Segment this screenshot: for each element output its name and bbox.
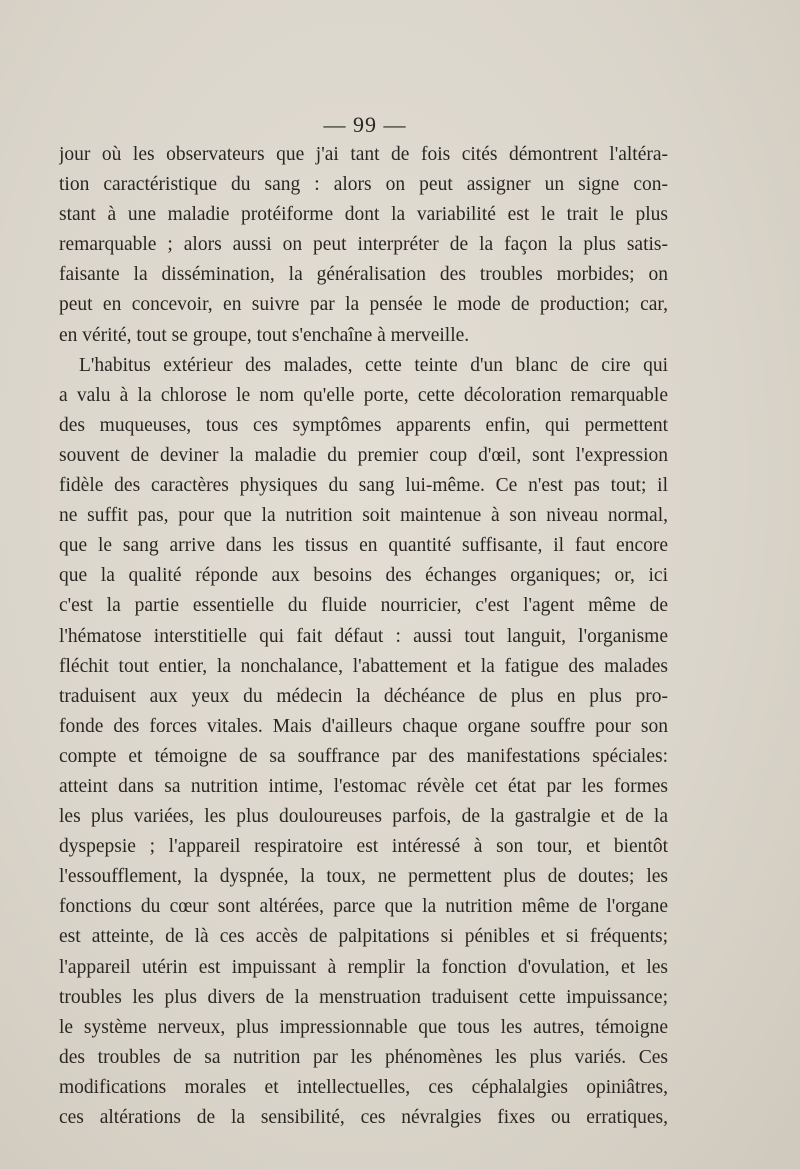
text-line: modifications morales et intellectuelles, ces céphalalgies opiniâtres, (59, 1076, 668, 1098)
text-line: dyspepsie ; l'appareil respiratoire est intéressé à son tour, et bientôt (59, 836, 668, 858)
text-line: ces altérations de la sensibilité, ces névralgies fixes ou erratiques, (59, 1107, 668, 1128)
text-line: fléchit tout entier, la nonchalance, l'abattement et la fatigue des malades (59, 655, 668, 677)
text-line: tion caractéristique du sang : alors on peut assigner un signe con- (59, 174, 668, 196)
text-line: compte et témoigne de sa souffrance par des manifestations spéciales: (59, 745, 668, 767)
text-line: l'essoufflement, la dyspnée, la toux, ne permettent plus de doutes; les (59, 866, 668, 888)
text-line: troubles les plus divers de la menstruation traduisent cette impuissance; (59, 986, 668, 1008)
text-line: l'hématose interstitielle qui fait défaut : aussi tout languit, l'organisme (59, 625, 668, 647)
text-line: ne suffit pas, pour que la nutrition soit maintenue à son niveau normal, (59, 505, 668, 527)
body-text (59, 140, 668, 1133)
text-line: fonde des forces vitales. Mais d'ailleurs chaque organe souffre pour son (59, 715, 668, 737)
page-number: — 99 — (323, 112, 407, 137)
text-line: atteint dans sa nutrition intime, l'estomac révèle cet état par les formes (59, 775, 668, 797)
text-line: faisante la dissémination, la généralisation des troubles morbides; on (59, 264, 668, 286)
text-line: les plus variées, les plus douloureuses parfois, de la gastralgie et de la (59, 806, 668, 828)
text-line: a valu à la chlorose le nom qu'elle porte, cette décoloration remarquable (59, 384, 668, 406)
text-line: fonctions du cœur sont altérées, parce que la nutrition même de l'organe (59, 896, 668, 918)
text-line: l'appareil utérin est impuissant à remplir la fonction d'ovulation, et les (59, 956, 668, 978)
text-line: jour où les observateurs que j'ai tant de fois cités démontrent l'altéra- (59, 144, 668, 165)
text-line: traduisent aux yeux du médecin la déchéance de plus en plus pro- (59, 685, 668, 707)
text-line: est atteinte, de là ces accès de palpitations si pénibles et si fréquents; (59, 926, 668, 948)
text-line: des muqueuses, tous ces symptômes apparents enfin, qui permettent (59, 414, 668, 436)
text-line: des troubles de sa nutrition par les phénomènes les plus variés. Ces (59, 1046, 668, 1068)
text-line: le système nerveux, plus impressionnable que tous les autres, témoigne (59, 1016, 668, 1038)
text-line: souvent de deviner la maladie du premier coup d'œil, sont l'expression (59, 444, 668, 466)
text-line: que le sang arrive dans les tissus en quantité suffisante, il faut encore (59, 535, 668, 557)
text-line: c'est la partie essentielle du fluide nourricier, c'est l'agent même de (59, 595, 668, 617)
text-line: en vérité, tout se groupe, tout s'enchaîne à merveille. (59, 324, 470, 346)
text-line: peut en concevoir, en suivre par la pensée le mode de production; car, (59, 294, 668, 316)
text-line: que la qualité réponde aux besoins des échanges organiques; or, ici (59, 565, 668, 587)
text-line: remarquable ; alors aussi on peut interpréter de la façon la plus satis- (59, 234, 668, 256)
text-line: fidèle des caractères physiques du sang lui-même. Ce n'est pas tout; il (59, 475, 668, 497)
text-line: L'habitus extérieur des malades, cette teinte d'un blanc de cire qui (79, 354, 668, 376)
text-line: stant à une maladie protéiforme dont la variabilité est le trait le plus (59, 204, 668, 226)
